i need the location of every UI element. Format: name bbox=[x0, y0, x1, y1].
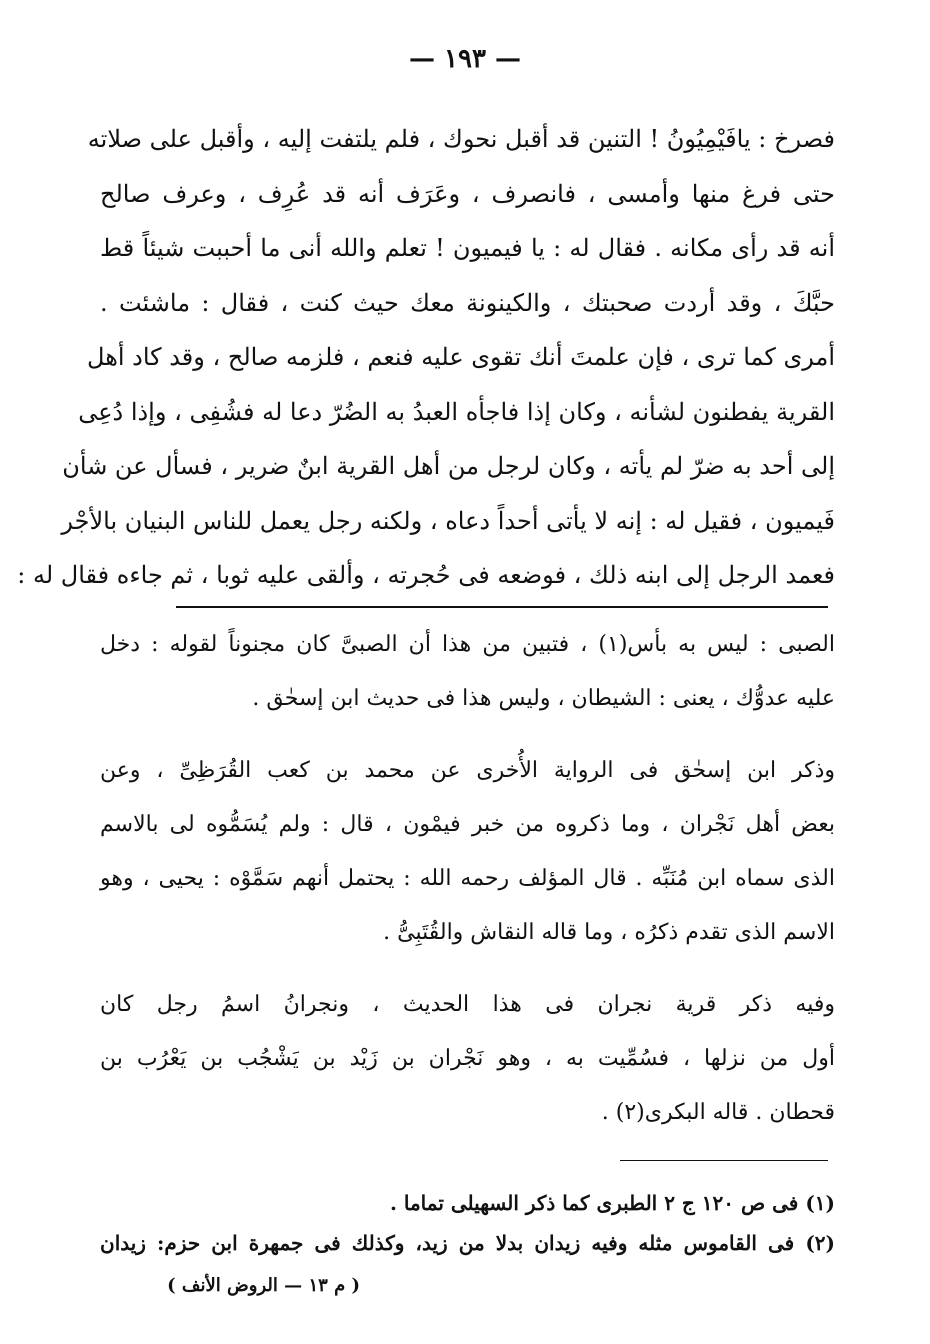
text-line: وفيه ذكر قرية نجران فى هذا الحديث ، ونجرانُ اسمُ رجل كان bbox=[100, 992, 835, 1017]
commentary-paragraph bbox=[100, 978, 835, 1140]
text-divider bbox=[176, 606, 828, 608]
text-line: أول من نزلها ، فسُمِّيت به ، وهو نَجْران بن زَيْد بن يَشْجُب بن يَعْرُب بن bbox=[100, 1046, 835, 1071]
text-line: حتى فرغ منها وأمسى ، فانصرف ، وعَرَف أنه قد عُرِف ، وعرف صالح bbox=[100, 179, 835, 208]
footnotes bbox=[100, 1183, 835, 1263]
text-line: فَيميون ، فقيل له : إنه لا يأتى أحداً دعاه ، ولكنه رجل يعمل للناس البنيان بالأجْر bbox=[61, 506, 835, 535]
footnote-divider bbox=[620, 1160, 828, 1161]
text-line: الاسم الذى تقدم ذكرُه ، وما قاله النقاش والقُتَبِىُّ . bbox=[383, 920, 835, 945]
text-line: فعمد الرجل إلى ابنه ذلك ، فوضعه فى حُجرته ، وألقى عليه ثوبا ، ثم جاءه فقال له : bbox=[17, 561, 835, 589]
footnote: (١) فى ص ١٢٠ ج ٢ الطبرى كما ذكر السهيلى تماما . bbox=[389, 1191, 835, 1215]
text-line: عليه عدوُّك ، يعنى : الشيطان ، وليس هذا فى حديث ابن إسحٰق . bbox=[252, 686, 835, 711]
text-line: قحطان . قاله البكرى(٢) . bbox=[601, 1100, 835, 1125]
printer-signature-mark: ( م ١٣ — الروض الأنف ) bbox=[167, 1275, 360, 1296]
text-line: حبَّكَ ، وقد أردت صحبتك ، والكينونة معك حيث كنت ، فقال : ماشئت . bbox=[100, 288, 835, 317]
text-line: فصرخ : يافَيْمِيُونُ ! التنين قد أقبل نحوك ، فلم يلتفت إليه ، وأقبل على صلاته bbox=[87, 125, 835, 153]
footnote: (٢) فى القاموس مثله وفيه زيدان بدلا من زيد، وكذلك فى جمهرة ابن حزم: زيدان bbox=[100, 1231, 835, 1255]
main-text bbox=[17, 112, 835, 603]
text-line: الصبى : ليس به بأس(١) ، فتبين من هذا أن الصبىَّ كان مجنوناً لقوله : دخل bbox=[100, 632, 835, 657]
text-line: وذكر ابن إسحٰق فى الرواية الأُخرى عن محمد بن كعب القُرَظِىِّ ، وعن bbox=[100, 758, 835, 783]
commentary-paragraph bbox=[100, 618, 835, 726]
commentary-paragraph bbox=[100, 744, 835, 960]
text-line: بعض أهل نَجْران ، وما ذكروه من خبر فيمْون ، قال : ولم يُسَمُّوه لى بالاسم bbox=[100, 812, 835, 837]
page-number: — ١٩٣ — bbox=[408, 44, 522, 74]
text-line: إلى أحد به ضرّ لم يأته ، وكان لرجل من أهل القرية ابنٌ ضرير ، فسأل عن شأن bbox=[62, 452, 835, 480]
text-line: أمرى كما ترى ، فإن علمتَ أنك تقوى عليه فنعم ، فلزمه صالح ، وقد كاد أهل bbox=[87, 343, 835, 371]
text-line: الذى سماه ابن مُنَبِّه . قال المؤلف رحمه الله : يحتمل أنهم سَمَّوْه : يحيى ، وهو bbox=[100, 866, 835, 891]
text-line: أنه قد رأى مكانه . فقال له : يا فيميون ! تعلم والله أنى ما أحببت شيئاً قط bbox=[100, 234, 835, 262]
text-line: القرية يفطنون لشأنه ، وكان إذا فاجأه العبدُ به الضُرّ دعا له فشُفِى ، وإذا دُعِى bbox=[78, 397, 835, 426]
